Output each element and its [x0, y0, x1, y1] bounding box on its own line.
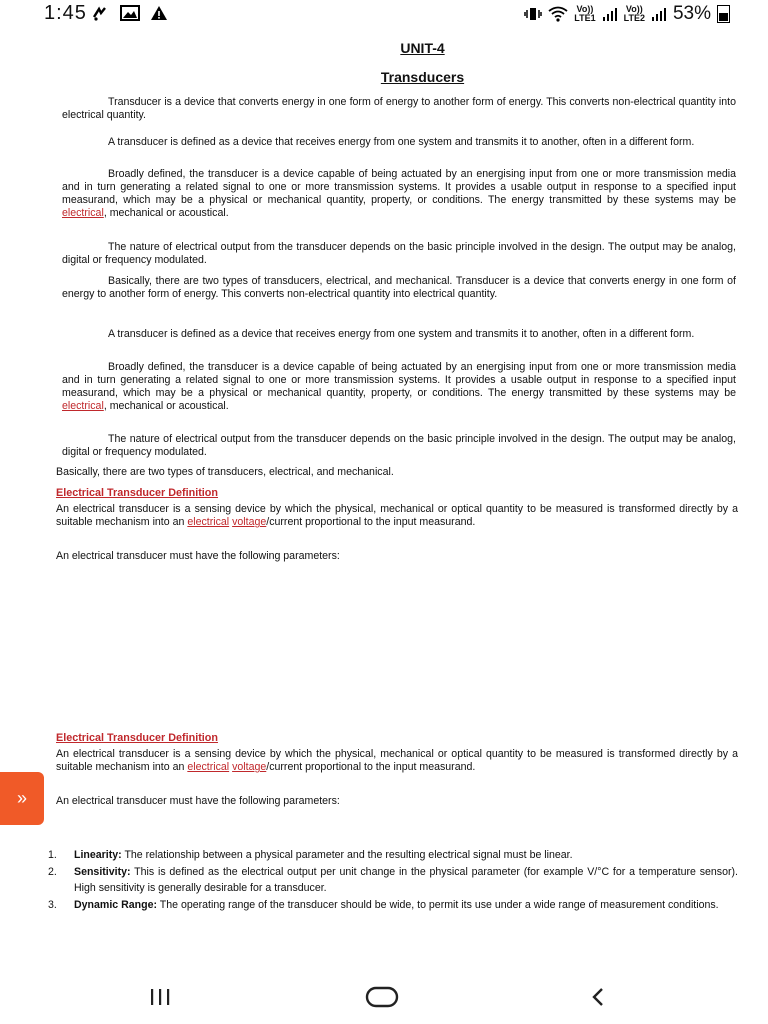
electrical-link[interactable]: electrical	[62, 207, 104, 219]
definition-paragraph	[56, 748, 738, 774]
section-title-electrical-transducer: Electrical Transducer Definition	[56, 732, 219, 744]
paragraph-7	[62, 361, 736, 413]
paragraph-8: The nature of electrical output from the transducer depends on the basic principle involved in the design. The output may be analog, digital or frequency modulated.	[62, 433, 736, 458]
electrical-link[interactable]: electrical	[187, 516, 230, 528]
list-number: 1.	[48, 849, 57, 861]
list-number: 2.	[48, 866, 57, 878]
unit-heading: UNIT-4	[400, 40, 445, 56]
list-term: Dynamic Range:	[74, 899, 158, 911]
recents-button[interactable]	[140, 982, 180, 1012]
navigation-bar	[0, 970, 768, 1024]
recents-icon	[148, 987, 172, 1007]
section-title-electrical-transducer: Electrical Transducer Definition	[56, 487, 219, 499]
home-button[interactable]	[360, 982, 404, 1012]
status-bar	[0, 0, 768, 30]
voltage-link[interactable]: voltage	[232, 516, 267, 528]
back-icon	[588, 985, 608, 1009]
notification-icons	[92, 5, 168, 21]
parameters-list	[48, 847, 738, 914]
list-item-text	[74, 864, 738, 896]
paragraph-9: Basically, there are two types of transducers, electrical, and mechanical.	[56, 466, 394, 478]
list-description: This is defined as the electrical output per unit change in the physical parameter (for example V/°C for a temperature sensor). High sensitivity is generally desirable for a transducer.	[74, 866, 738, 894]
list-item	[48, 847, 738, 863]
side-panel-tab[interactable]	[0, 772, 44, 825]
electrical-link[interactable]: electrical	[62, 400, 104, 412]
voltage-link[interactable]: voltage	[232, 761, 267, 773]
list-item	[48, 864, 738, 896]
image-icon	[120, 5, 140, 21]
volte-lte1-label: Vo)) LTE1	[574, 4, 596, 23]
volte-lte2-label: Vo)) LTE2	[623, 4, 645, 23]
battery-icon	[717, 5, 730, 23]
page-title: Transducers	[380, 69, 465, 85]
clock: 1:45	[44, 2, 87, 24]
vibrate-icon	[524, 6, 542, 22]
wifi-icon	[548, 6, 568, 22]
double-chevron-right-icon: »	[16, 788, 27, 808]
list-item-text	[74, 847, 738, 863]
definition-paragraph	[56, 503, 738, 529]
paragraph-5: Basically, there are two types of transducers, electrical, and mechanical. Transducer is a device that converts energy in one form of energy to another form of energy. This converts non-electrical quantity into electrical quantity.	[62, 275, 736, 300]
list-term: Linearity:	[74, 849, 122, 861]
battery-percent: 53%	[672, 3, 711, 24]
definition-end: /current proportional to the input measurand.	[266, 516, 476, 528]
paragraph-3-text: Broadly defined, the transducer is a device capable of being actuated by an energising input from one or more transmission media and in turn generating a related signal to one or more transmission systems. It provides a usable output in response to a specified input measurand, which may be a physical or mechanical quantity, property, or conditions. The energy transmitted by these systems may be	[62, 168, 736, 206]
back-button[interactable]	[578, 982, 618, 1012]
paragraph-6: A transducer is defined as a device that receives energy from one system and transmits it to another, often in a different form.	[108, 328, 695, 340]
parameters-intro: An electrical transducer must have the following parameters:	[56, 795, 340, 807]
missed-call-icon	[92, 5, 110, 21]
paragraph-2: A transducer is defined as a device that receives energy from one system and transmits it to another, often in a different form.	[108, 136, 695, 148]
paragraph-7-end: , mechanical or acoustical.	[103, 400, 229, 412]
paragraph-7-text: Broadly defined, the transducer is a device capable of being actuated by an energising input from one or more transmission media and in turn generating a related signal to one or more transmission systems. It provides a usable output in response to a specified input measurand, which may be a physical or mechanical quantity, property, or conditions. The energy transmitted by these systems may be	[62, 361, 736, 399]
list-number: 3.	[48, 899, 57, 911]
definition-text: An electrical transducer is a sensing device by which the physical, mechanical or optical quantity to be measured is transformed directly by a suitable mechanism into an	[56, 748, 738, 773]
signal-lte2-icon	[651, 6, 667, 22]
list-description: The operating range of the transducer should be wide, to permit its use under a wide range of measurement conditions.	[157, 899, 719, 911]
paragraph-3-end: , mechanical or acoustical.	[103, 207, 229, 219]
signal-lte1-icon	[602, 6, 618, 22]
definition-text: An electrical transducer is a sensing device by which the physical, mechanical or optical quantity to be measured is transformed directly by a suitable mechanism into an	[56, 503, 738, 528]
home-icon	[365, 985, 399, 1009]
list-item-text	[74, 897, 738, 913]
paragraph-1: Transducer is a device that converts energy in one form of energy to another form of energy. This converts non-electrical quantity into electrical quantity.	[62, 96, 736, 121]
list-description: The relationship between a physical parameter and the resulting electrical signal must be linear.	[121, 849, 573, 861]
paragraph-4: The nature of electrical output from the transducer depends on the basic principle involved in the design. The output may be analog, digital or frequency modulated.	[62, 241, 736, 266]
list-item	[48, 897, 738, 913]
paragraph-3	[62, 168, 736, 220]
list-term: Sensitivity:	[74, 866, 131, 878]
parameters-intro: An electrical transducer must have the following parameters:	[56, 550, 340, 562]
electrical-link[interactable]: electrical	[187, 761, 230, 773]
warning-icon	[150, 5, 168, 21]
system-icons	[524, 3, 730, 25]
definition-end: /current proportional to the input measurand.	[266, 761, 476, 773]
